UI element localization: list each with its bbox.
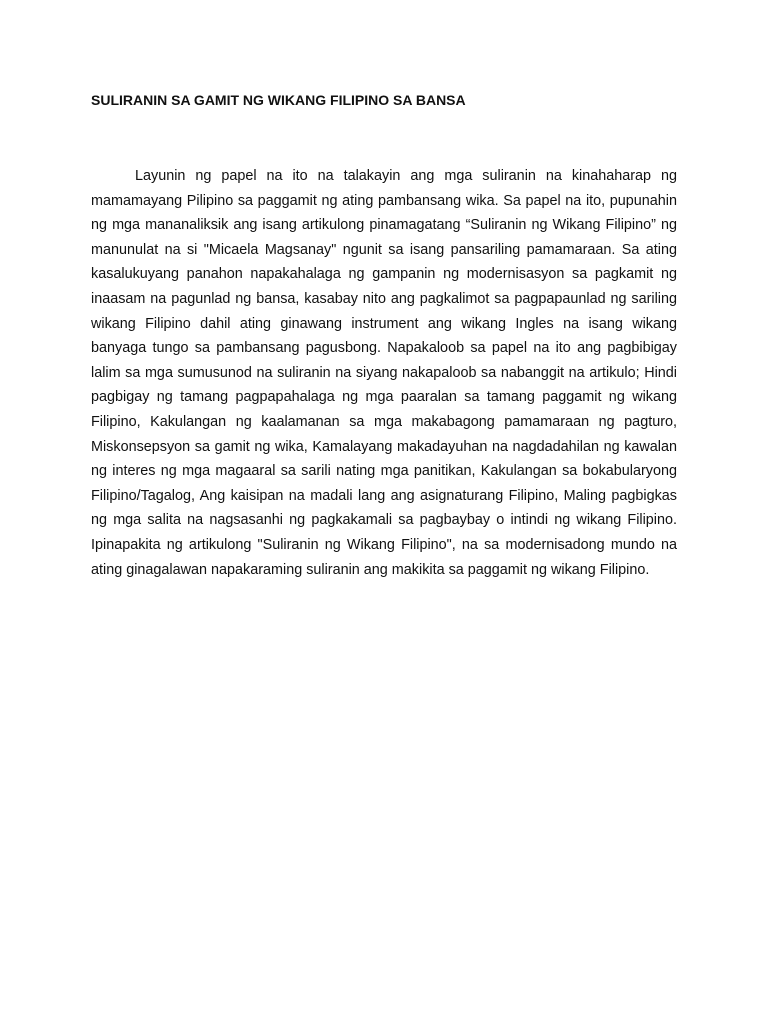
body-paragraph: Layunin ng papel na ito na talakayin ang mga suliranin na kinahaharap ng mamamayang Pilipino sa paggamit ng ating pambansang wika. Sa papel na ito, pupunahin ng mga mananaliksik ang isang artikulong pinamagatang “Suliranin ng Wikang Filipino” ng manunulat na si "Micaela Magsanay" ngunit sa isang pansariling pamamaraan. Sa ating kasalukuyang panahon napakahalaga ng gampanin ng modernisasyon sa pagkamit ng inaasam na pagunlad ng bansa, kasabay nito ang pagkalimot sa pagpapaunlad ng sariling wikang Filipino dahil ating ginawang instrument ang wikang Ingles na isang wikang banyaga tungo sa pambansang pagusbong. Napakaloob sa papel na ito ang pagbibigay lalim sa mga sumusunod na suliranin na siyang nakapaloob sa nabanggit na artikulo; Hindi pagbigay ng tamang pagpapahalaga ng mga paaralan sa tamang paggamit ng wikang Filipino, Kakulangan ng kaalamanan sa mga makabagong pamamaraan ng pagturo, Miskonsepsyon sa gamit ng wika, Kamalayang makadayuhan na nagdadahilan ng kawalan ng interes ng mga magaaral sa sarili nating mga panitikan, Kakulangan sa bokabularyong Filipino/Tagalog, Ang kaisipan na madali lang ang asignaturang Filipino, Maling pagbigkas ng mga salita na nagsasanhi ng pagkakamali sa pagbaybay o intindi ng wikang Filipino. Ipinapakita ng artikulong "Suliranin ng Wikang Filipino", na sa modernisadong mundo na ating ginagalawan napakaraming suliranin ang makikita sa paggamit ng wikang Filipino. xyxy=(91,168,677,578)
document-title: SULIRANIN SA GAMIT NG WIKANG FILIPINO SA BANSA xyxy=(91,92,466,108)
